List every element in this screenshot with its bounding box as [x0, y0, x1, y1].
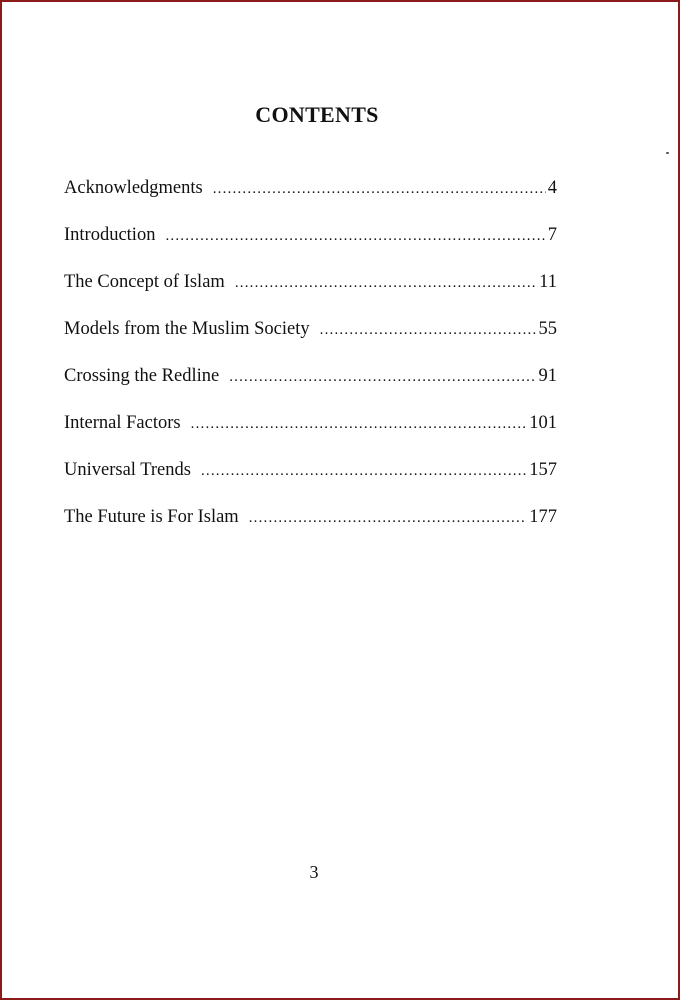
- toc-dot-leader: [165, 229, 545, 244]
- toc-entry: [64, 366, 557, 413]
- toc-entry-title: Internal Factors: [64, 413, 181, 433]
- contents-heading: CONTENTS: [255, 102, 379, 127]
- toc-entry-page: 7: [547, 225, 557, 245]
- toc-entry-title: Models from the Muslim Society: [64, 319, 310, 339]
- toc-entry-page: 55: [538, 319, 557, 339]
- toc-dot-leader: [235, 276, 537, 291]
- toc-entry: [64, 413, 557, 460]
- toc-entry-page: 101: [529, 413, 557, 433]
- toc-dot-leader: [201, 464, 527, 479]
- toc-entry-title: Universal Trends: [64, 460, 191, 480]
- toc-entry-title: Introduction: [64, 225, 156, 245]
- page-number: 3: [309, 862, 319, 882]
- toc-entry: [64, 225, 557, 272]
- scan-speck: [666, 152, 669, 154]
- toc-dot-leader: [320, 323, 537, 338]
- toc-dot-leader: [229, 370, 536, 385]
- toc-entry: [64, 460, 557, 507]
- toc-dot-leader: [191, 417, 528, 432]
- toc-entry-page: 177: [529, 507, 557, 527]
- table-of-contents: [64, 178, 557, 554]
- toc-entry-title: The Concept of Islam: [64, 272, 225, 292]
- toc-entry: [64, 272, 557, 319]
- toc-entry: [64, 319, 557, 366]
- toc-entry-title: The Future is For Islam: [64, 507, 239, 527]
- toc-entry-page: 91: [538, 366, 557, 386]
- toc-dot-leader: [249, 511, 528, 526]
- toc-entry-page: 11: [539, 272, 557, 292]
- toc-dot-leader: [213, 182, 546, 197]
- toc-entry-title: Crossing the Redline: [64, 366, 220, 386]
- toc-entry-title: Acknowledgments: [64, 178, 203, 198]
- toc-entry: [64, 507, 557, 554]
- toc-entry-page: 4: [547, 178, 557, 198]
- toc-entry: [64, 178, 557, 225]
- toc-entry-page: 157: [529, 460, 557, 480]
